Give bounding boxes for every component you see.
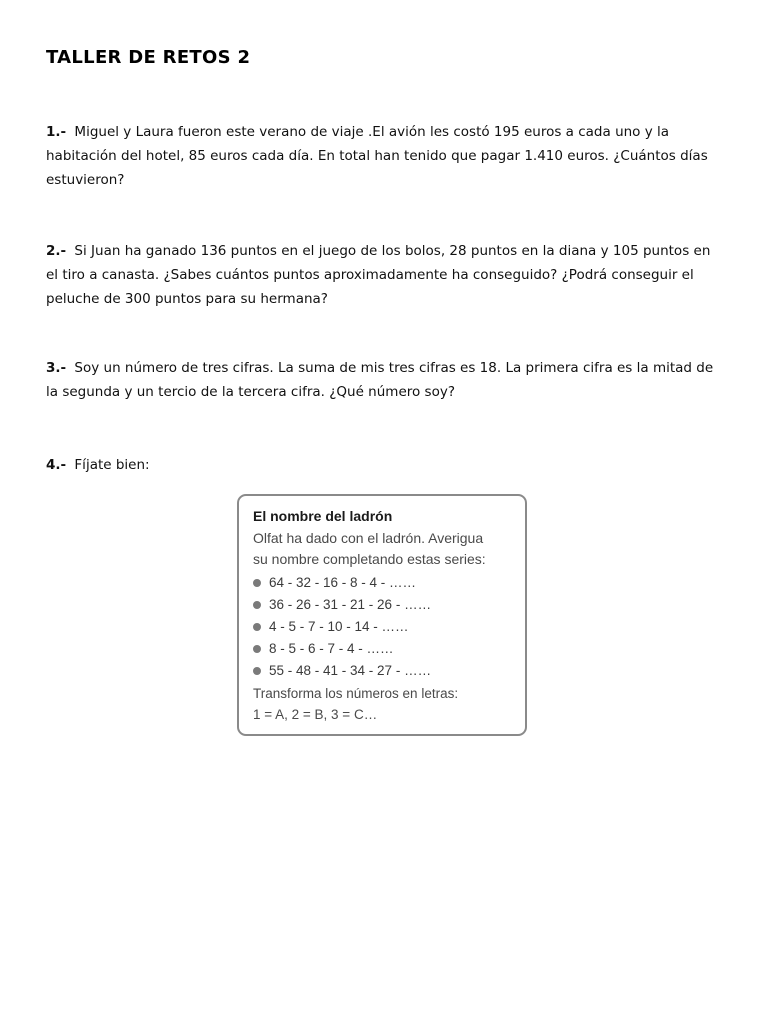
bullet-icon — [253, 667, 261, 675]
series-text: 8 - 5 - 6 - 7 - 4 - …… — [269, 641, 394, 656]
problem-text: Miguel y Laura fueron este verano de viaje .El avión les costó 195 euros a cada uno y la habitación del hotel, 85 euros cada día. En total han tenido que pagar 1.410 euros. ¿Cuántos días estuvieron? — [46, 124, 708, 188]
problem-3 — [46, 356, 726, 404]
series-text: 36 - 26 - 31 - 21 - 26 - …… — [269, 597, 432, 612]
series-item — [253, 638, 511, 660]
series-list — [253, 572, 511, 682]
box-footer-line-2: 1 = A, 2 = B, 3 = C… — [253, 707, 378, 722]
problem-1 — [46, 120, 726, 192]
problem-number: 1.- — [46, 124, 67, 140]
problem-4 — [46, 453, 726, 477]
bullet-icon — [253, 623, 261, 631]
series-text: 64 - 32 - 16 - 8 - 4 - …… — [269, 575, 417, 590]
problem-number: 3.- — [46, 360, 67, 376]
box-footer-line-1: Transforma los números en letras: — [253, 686, 459, 701]
page-title: TALLER DE RETOS 2 — [46, 47, 251, 68]
series-puzzle-box — [237, 494, 527, 736]
box-intro-line-1: Olfat ha dado con el ladrón. Averigua — [253, 530, 484, 546]
problem-number: 2.- — [46, 243, 67, 259]
box-title: El nombre del ladrón — [253, 508, 393, 524]
bullet-icon — [253, 579, 261, 587]
problem-2 — [46, 239, 726, 311]
series-item — [253, 616, 511, 638]
problem-number: 4.- — [46, 457, 67, 473]
series-text: 4 - 5 - 7 - 10 - 14 - …… — [269, 619, 409, 634]
series-text: 55 - 48 - 41 - 34 - 27 - …… — [269, 663, 432, 678]
series-item — [253, 572, 511, 594]
box-intro-line-2: su nombre completando estas series: — [253, 551, 486, 567]
problem-text: Soy un número de tres cifras. La suma de mis tres cifras es 18. La primera cifra es la mitad de la segunda y un tercio de la tercera cifra. ¿Qué número soy? — [46, 360, 714, 400]
bullet-icon — [253, 645, 261, 653]
problem-text: Si Juan ha ganado 136 puntos en el juego de los bolos, 28 puntos en la diana y 105 puntos en el tiro a canasta. ¿Sabes cuántos puntos aproximadamente ha conseguido? ¿Podrá conseguir el peluche de 300 puntos para su hermana? — [46, 243, 711, 307]
problem-text: Fíjate bien: — [74, 457, 150, 473]
bullet-icon — [253, 601, 261, 609]
series-item — [253, 594, 511, 616]
series-item — [253, 660, 511, 682]
